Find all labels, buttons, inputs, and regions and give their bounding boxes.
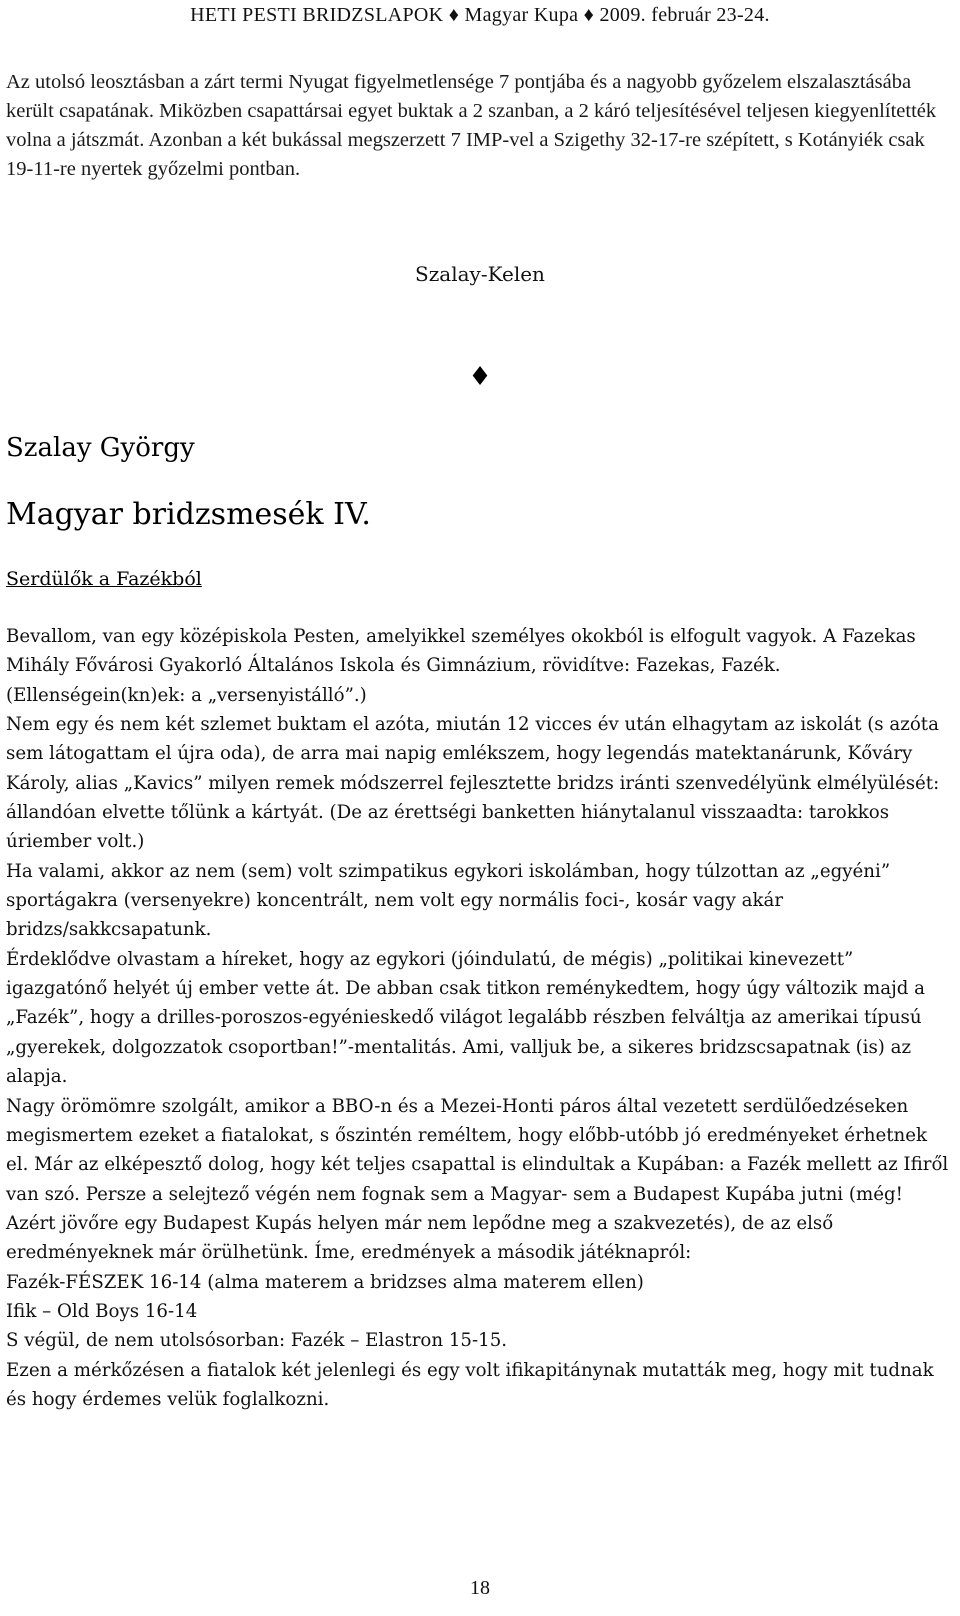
running-header: HETI PESTI BRIDZSLAPOK ♦ Magyar Kupa ♦ 2009. február 23-24. [190, 4, 770, 26]
article-paragraph: Ezen a mérkőzésen a fiatalok két jelenlegi és egy volt ifikapitánynak mutatták meg, hogy mit tudnak és hogy érdemes velük foglalkozni. [6, 1359, 934, 1410]
article-paragraph: Bevallom, van egy középiskola Pesten, amelyikkel személyes okokból is elfogult vagyok. A Fazekas Mihály Fővárosi Gyakorló Általános Iskola és Gimnázium, rövidítve: Fazekas, Fazék. (Ellenségein(kn)ek: a „versenyistálló”.) [6, 626, 916, 706]
article-body [6, 622, 950, 1414]
page-number: 18 [470, 1577, 490, 1599]
article-subtitle: Serdülők a Fazékból [6, 568, 202, 590]
result-line: Fazék-FÉSZEK 16-14 (alma materem a bridzses alma materem ellen) [6, 1271, 644, 1293]
byline: Szalay-Kelen [415, 262, 545, 286]
article-paragraph: Ha valami, akkor az nem (sem) volt szimpatikus egykori iskolámban, hogy túlzottan az „egyéni” sportágakra (versenyekre) koncentrált, nem volt egy normális foci-, kosár vagy akár bridzs/sakkcsapatunk. [6, 860, 891, 941]
diamond-separator-icon: ♦ [468, 362, 492, 392]
article-title: Magyar bridzsmesék IV. [6, 497, 371, 532]
article-paragraph: Nem egy és nem két szlemet buktam el azóta, miután 12 vicces év után elhagytam az iskolát (s azóta sem látogattam el újra oda), de arra mai napig emlékszem, hogy legendás matektanárunk, Kőváry Károly, alias „Kavics” milyen remek módszerrel fejlesztette bridzs iránti szenvedélyünk elmélyülését: állandóan elvette tőlünk a kártyát. (De az érettségi banketten hiánytalanul visszaadta: tarokkos úriember volt.) [6, 714, 940, 853]
result-line: Ifik – Old Boys 16-14 [6, 1300, 198, 1322]
intro-paragraph: Az utolsó leosztásban a zárt termi Nyugat figyelmetlensége 7 pontjába és a nagyobb győzelem elszalasztásába került csapatának. Miközben csapattársai egyet buktak a 2 szanban, a 2 káró teljesítésével teljesen kiegyenlítették volna a játszmát. Azonban a két bukással megszerzett 7 IMP-vel a Szigethy 32-17-re szépített, s Kotányiék csak 19-11-re nyertek győzelmi pontban. [6, 71, 937, 180]
result-line: S végül, de nem utolsósorban: Fazék – Elastron 15-15. [6, 1330, 508, 1352]
article-author: Szalay György [6, 433, 195, 463]
article-paragraph: Érdeklődve olvastam a híreket, hogy az egykori (jóindulatú, de mégis) „politikai kinevezett” igazgatónő helyét új ember vette át. De abban csak titkon reménykedtem, hogy úgy változik majd a „Fazék”, hogy a drilles-poroszos-egyénieskedő világot legalább részben felváltja az amerikai típusú „gyerekek, dolgozzatok csoportban!”-mentalitás. Ami, valljuk be, a sikeres bridzscsapatnak (is) az alapja. [6, 948, 926, 1088]
article-paragraph: Nagy örömömre szolgált, amikor a BBO-n és a Mezei-Honti páros által vezetett serdülőedzéseken megismertem ezeket a fiatalokat, s őszintén reméltem, hogy előbb-utóbb jó eredményeket érhetnek el. Már az elképesztő dolog, hogy két teljes csapattal is elindultak a Kupában: a Fazék mellett az Ifiről van szó. Persze a selejtező végén nem fognak sem a Magyar- sem a Budapest Kupába jutni (még! Azért jövőre egy Budapest Kupás helyen már nem lepődne meg a szakvezetés), de az első eredményeknek már örülhetünk. Íme, eredmények a második játéknapról: [6, 1095, 949, 1264]
